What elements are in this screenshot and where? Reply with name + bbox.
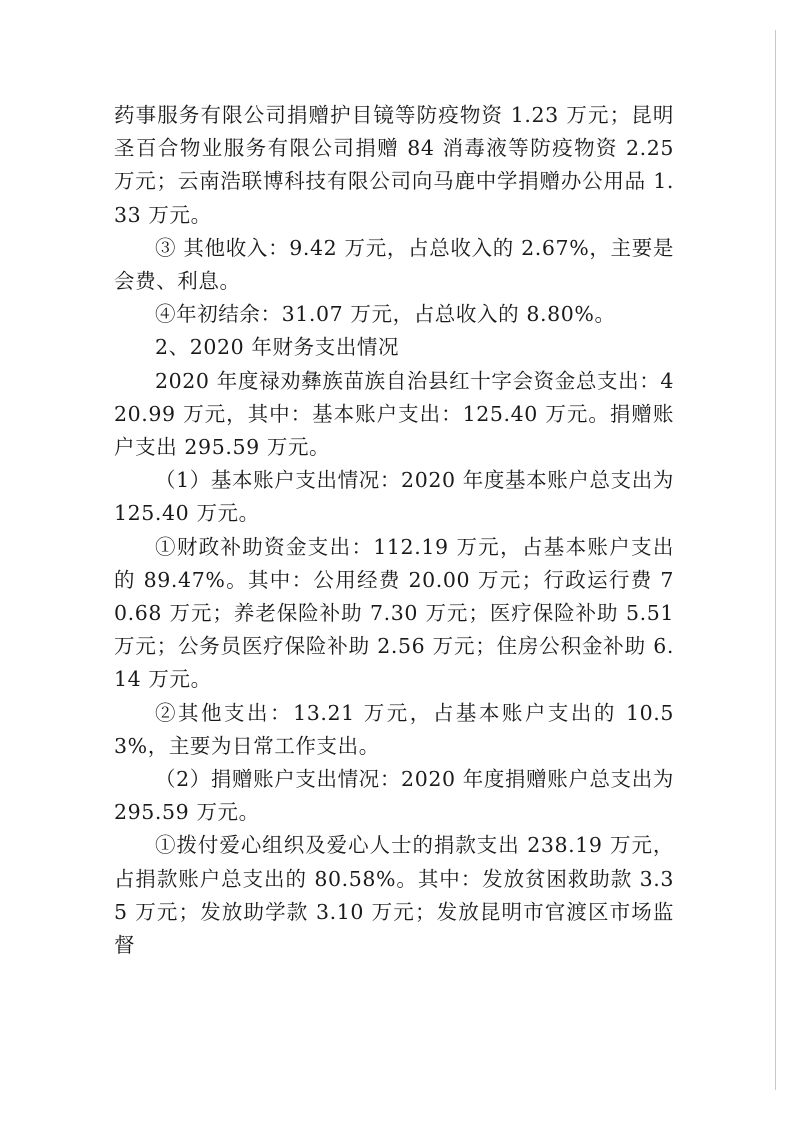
paragraph-basic-account-expenditure: （1）基本账户支出情况：2020 年度基本账户总支出为 125.40 万元。 <box>114 468 674 526</box>
paragraph-donation-list: 药事服务有限公司捐赠护目镜等防疫物资 1.23 万元；昆明圣百合物业服务有限公司捐赠 84 消毒液等防疫物资 2.25 万元；云南浩联博科技有限公司向马鹿中学捐赠办公用品 1.33 万元。 <box>114 103 674 227</box>
paragraph-other-expenditure: ②其他支出：13.21 万元，占基本账户支出的 10.53%，主要为日常工作支出。 <box>114 700 674 758</box>
document-body <box>114 99 674 962</box>
scan-edge-line <box>775 30 776 1090</box>
paragraph-fiscal-subsidy-expenditure: ①财政补助资金支出：112.19 万元，占基本账户支出的 89.47%。其中：公用经费 20.00 万元；行政运行费 70.68 万元；养老保险补助 7.30 万元；医疗保险补助 5.51 万元；公务员医疗保险补助 2.56 万元；住房公积金补助 6.14 万元。 <box>114 534 674 692</box>
section-heading-expenditure: 2、2020 年财务支出情况 <box>155 335 400 360</box>
paragraph-donation-disbursement: ①拨付爱心组织及爱心人士的捐款支出 238.19 万元，占捐款账户总支出的 80.58%。其中：发放贫困救助款 3.35 万元；发放助学款 3.10 万元；发放昆明市官渡区市场监督 <box>114 833 674 958</box>
paragraph-opening-balance: ④年初结余：31.07 万元，占总收入的 8.80%。 <box>155 302 616 327</box>
paragraph-other-income: ③ 其他收入：9.42 万元，占总收入的 2.67%，主要是会费、利息。 <box>114 235 674 294</box>
paragraph-total-expenditure: 2020 年度禄劝彝族苗族自治县红十字会资金总支出：420.99 万元，其中：基本账户支出：125.40 万元。捐赠账户支出 295.59 万元。 <box>114 368 674 460</box>
paragraph-donation-account-expenditure: （2）捐赠账户支出情况：2020 年度捐赠账户总支出为 295.59 万元。 <box>114 767 674 825</box>
